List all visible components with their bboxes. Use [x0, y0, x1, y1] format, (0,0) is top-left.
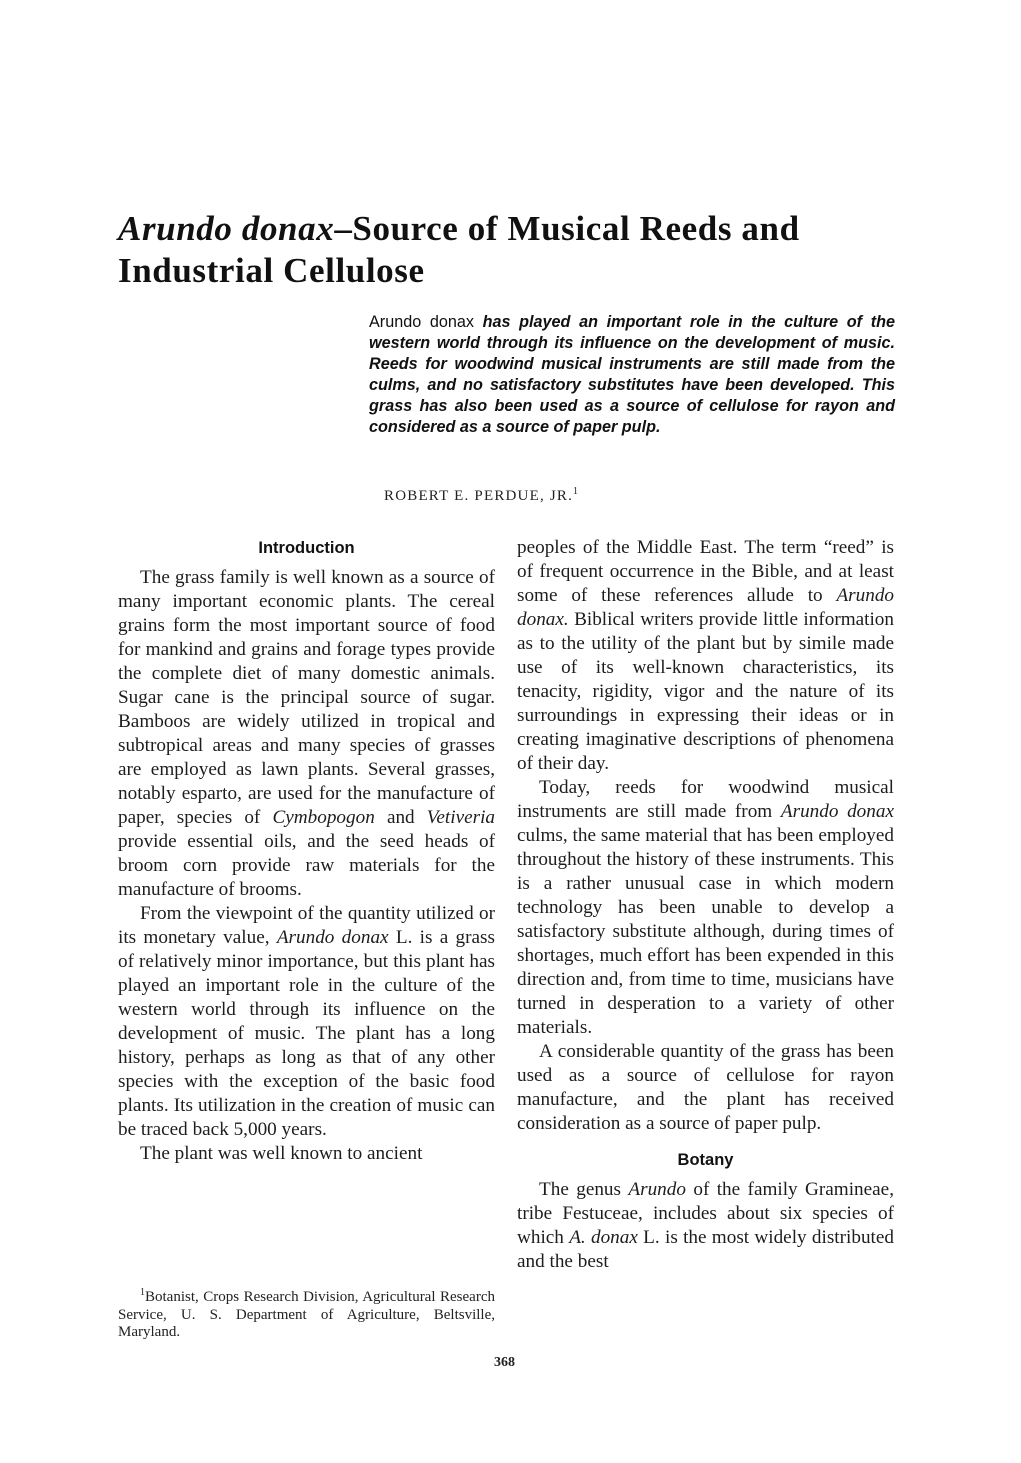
intro-p4-text-b: culms, the same material that has been employed throughout the history of these instruments. This is a rather unusual case in which modern technology has been unable to develop a satisfactory substitute although, during times of shortages, much effort has been expended in this direction and, from time to time, musicians have turned in desperation to a variety of other materials. — [517, 825, 894, 1038]
botany-p1-italic-2: A. donax — [569, 1227, 638, 1248]
botany-p1-italic-1: Arundo — [628, 1179, 686, 1200]
botany-heading: Botany — [677, 1151, 734, 1169]
footnote-mark: 1 — [140, 1287, 145, 1298]
intro-paragraph-3-continued — [517, 536, 894, 776]
intro-p2-text-a: From the viewpoint of the quantity utilized or its monetary value, — [118, 903, 495, 948]
intro-p2-italic-1: Arundo donax — [276, 927, 389, 948]
introduction-heading: Introduction — [258, 539, 355, 557]
article-title — [118, 208, 938, 292]
abstract-text: has played an important role in the culture of the western world through its influence on the development of music. Reeds for woodwind musical instruments are still made from the culms, and no satisfactory substitutes have been developed. This grass has also been used as a source of cellulose for rayon and considered as a source of paper pulp. — [369, 313, 895, 436]
intro-p1-italic-1: Cymbopogon — [272, 807, 375, 828]
intro-p1-text-a: The grass family is well known as a source of many important economic plants. The cereal grains form the most important source of food for mankind and grains and forage types provide the complete diet of many domestic animals. Sugar cane is the principal source of sugar. Bamboos are widely utilized in tropical and subtropical areas and many species of grasses are employed as lawn plants. Several grasses, notably esparto, are used for the manufacture of paper, species of — [118, 567, 495, 828]
botany-p1-text-a: The genus — [539, 1179, 629, 1200]
footnote — [118, 1284, 495, 1342]
title-rest: –Source of Musical Reeds and Industrial Cellulose — [118, 209, 800, 290]
intro-p1-text-b: and — [374, 807, 427, 828]
intro-p1-italic-2: Vetiveria — [426, 807, 495, 828]
abstract — [369, 312, 895, 438]
intro-paragraph-4 — [517, 776, 894, 1040]
intro-paragraph-5: A considerable quantity of the grass has been used as a source of cellulose for rayon manufacture, and the plant has received consideration as a source of paper pulp. — [517, 1041, 894, 1134]
intro-p4-text-a: Today, reeds for woodwind musical instruments are still made from — [517, 777, 894, 822]
botany-p1-text-c: L. is the most widely distributed and the best — [517, 1227, 894, 1272]
abstract-lead: Arundo donax — [369, 313, 474, 331]
intro-p3-text-a: peoples of the Middle East. The term “reed” is of frequent occurrence in the Bible, and at least some of these references allude to — [517, 537, 894, 606]
botany-p1-text-b: of the family Gramineae, tribe Festuceae, includes about six species of which — [517, 1179, 894, 1248]
author-note-mark: 1 — [573, 486, 579, 497]
left-column — [118, 536, 495, 1166]
botany-paragraph-1 — [517, 1178, 894, 1274]
intro-paragraph-2 — [118, 902, 495, 1142]
title-italic: Arundo donax — [118, 209, 335, 248]
author-name: ROBERT E. PERDUE, JR. — [384, 488, 574, 504]
page-number: 368 — [494, 1355, 515, 1370]
right-column — [517, 536, 894, 1274]
intro-p3-italic-1: Arundo donax. — [517, 585, 894, 630]
author-byline — [384, 486, 578, 505]
footnote-text: Botanist, Crops Research Division, Agricultural Research Service, U. S. Department of Agriculture, Beltsville, Maryland. — [118, 1289, 495, 1340]
intro-p3-text-b: Biblical writers provide little information as to the utility of the plant but by simile made use of its well-known characteristics, its tenacity, rigidity, vigor and the nature of its surroundings in expressing their ideas or in creating imaginative descriptions of phenomena of their day. — [517, 609, 894, 774]
intro-p1-text-c: provide essential oils, and the seed heads of broom corn provide raw materials for the manufacture of brooms. — [118, 831, 495, 900]
intro-paragraph-3-start: The plant was well known to ancient — [140, 1143, 423, 1164]
intro-p4-italic-1: Arundo donax — [780, 801, 894, 822]
intro-p2-text-b: L. is a grass of relatively minor importance, but this plant has played an important role in the culture of the western world through its influence on the development of music. The plant has a long history, perhaps as long as that of any other species with the exception of the basic food plants. Its utilization in the creation of music can be traced back 5,000 years. — [118, 927, 495, 1140]
intro-paragraph-1 — [118, 566, 495, 902]
